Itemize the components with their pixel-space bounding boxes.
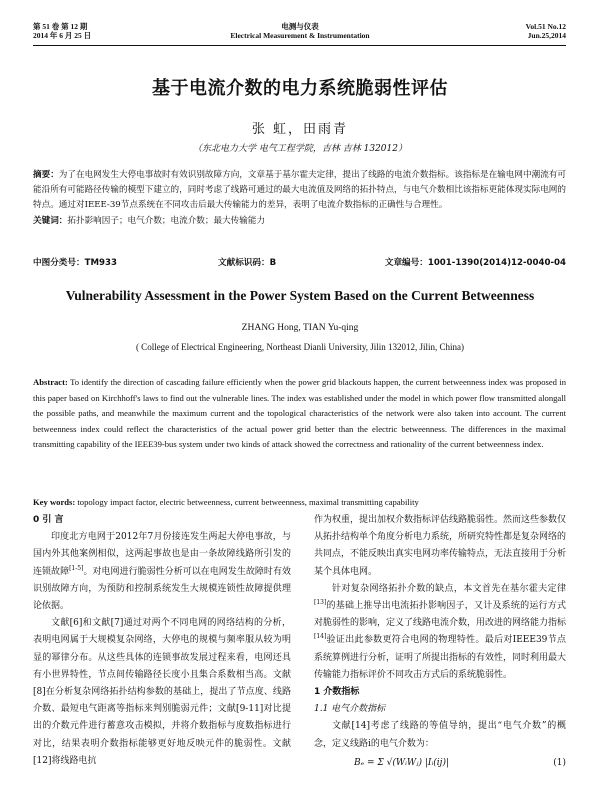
- journal-volume-issue: 第 51 卷 第 12 期 2014 年 6 月 25 日: [33, 22, 92, 40]
- paragraph-intro-1: 印度北方电网于2012年7月份接连发生两起大停电事故，与国内外其他案例相似，这两起事故也是由一条故障线路所引发的连锁故障[1-5]。对电网进行脆弱性分析可以在电网发生故障时有效识别故障方向，为预防和控制系统发生大规模连锁性故障提供理论依据。: [33, 532, 291, 612]
- document-code: 文献标识码：B: [218, 258, 277, 268]
- article-number: 文章编号：1001-1390(2014)12-0040-04: [384, 258, 566, 268]
- journal-volume-date-en: Vol.51 No.12 Jun.25,2014: [525, 22, 566, 40]
- equation-1: [314, 755, 566, 773]
- journal-name: 电测与仪表 Electrical Measurement & Instrumentation: [230, 22, 370, 40]
- paragraph-electric-betweenness: 文献[14]考虑了线路的等值导纳，提出“电气介数”的概念，定义线路i的电气介数为：: [314, 721, 566, 749]
- affiliation-cn: （东北电力大学 电气工程学院，吉林 吉林 132012）: [193, 144, 407, 154]
- keywords-en-label: Key words:: [33, 497, 76, 507]
- section-heading-introduction: 0 引 言: [33, 515, 64, 525]
- paper-title-en: Vulnerability Assessment in the Power System Based on the Current Betweenness: [65, 288, 535, 303]
- keywords-cn-text: 拓扑影响因子；电气介数；电流介数；最大传输能力: [67, 215, 266, 226]
- abstract-en: [33, 375, 566, 453]
- abstract-en-text: To identify the direction of cascading failure efficiently when the power grid blackouts happen, the current betweenness index was proposed in this paper based on Kirchhoff's laws to find out the vulnerable lines. The index was established under the model in which power flow transmitted alongall the possible paths, and meanwhile the maximum current and the topological characteristics of the network were also taken into account. The current betweenness index could reflect the characteristics of the actual power grid better than the electric betweenness. The differences in the maximal transmitting capability of the IEEE39-bus system under two kinds of attack showed the correctness and rationality of the current betweenness index.: [33, 377, 566, 450]
- subsection-heading-electric-betweenness: 1.1 电气介数指标: [314, 704, 386, 715]
- header-rule: [33, 45, 566, 46]
- affiliation-en: ( College of Electrical Engineering, Northeast Dianli University, Jilin 132012, Jilin, China): [135, 342, 465, 352]
- abstract-cn-text: 为了在电网发生大停电事故时有效识别故障方向，文章基于基尔霍夫定律，提出了线路的电流介数指标。该指标是在输电网中潮流有可能沿所有可能路径传输的模型下建立的，同时考虑了线路可通过的最大电流值及网络的拓扑特点，与电气介数相比该指标更能体现实际电网的特点。通过对IEEE-39节点系统在不同攻击后最大传输能力的差异，表明了电流介数指标的正确性与合理性。: [33, 170, 566, 211]
- section-heading-betweenness: 1 介数指标: [314, 687, 360, 698]
- paragraph-intro-2: 文献[6]和文献[7]通过对两个不同电网的网络结构的分析，表明电网属于大规模复杂网络，大停电的规模与频率服从较为明显的幂律分布。从这些具体的连锁事故发展过程来看，电网还具有小世界特性，节点间传输路径长度小且集合系数相当高。文献[8]在分析复杂网络拓扑结构参数的基础上，提出了节点度、线路介数、最短电气距离等指标来判别脆弱元件；文献[9-11]对比提出的介数元件进行蓄意攻击模拟，并将介数指标与度数指标进行对比，结果表明介数指标能够更好地反映元件的脆弱性。文献[12]将线路电抗: [33, 618, 291, 766]
- authors-en: ZHANG Hong, TIAN Yu-qing: [241, 323, 359, 333]
- body-column-right: [314, 512, 566, 773]
- paragraph-continued: 作为权重，提出加权介数指标评估线路脆弱性。然而这些参数仅从拓扑结构单个角度分析电力系统，所研究特性都是复杂网络的共同点，不能反映出真实电网功率传输特点，无法直接用于分析某个具体电网。: [314, 515, 567, 577]
- classification-line: [33, 256, 566, 270]
- keywords-en: [33, 496, 566, 508]
- keywords-en-text: topology impact factor, electric betweenness, current betweenness, maximal transmitting capability: [77, 497, 419, 507]
- citation: [1-5]: [69, 564, 84, 572]
- abstract-cn: [33, 168, 566, 229]
- abstract-cn-label: 摘要：: [33, 170, 59, 180]
- citation: [13]: [314, 599, 327, 607]
- paper-title-cn: 基于电流介数的电力系统脆弱性评估: [152, 78, 448, 99]
- body-column-left: [33, 512, 291, 770]
- authors-cn: 张 虹，田雨青: [251, 122, 349, 137]
- clc-number: 中图分类号：TM933: [33, 258, 117, 268]
- keywords-cn-label: 关键词：: [33, 215, 68, 226]
- equation-number: (1): [553, 757, 566, 768]
- abstract-en-label: Abstract:: [33, 377, 68, 387]
- equation-body: Bₑ = Σ √(WᵢWⱼ) |Iᵢ(ij)|: [354, 757, 450, 768]
- citation: [14]: [314, 633, 327, 641]
- paragraph-approach: 针对复杂网络拓扑介数的缺点，本文首先在基尔霍夫定律[13]的基础上推导出电流拓扑影响因子，又计及系统的运行方式对脆弱性的影响，定义了线路电流介数，用改进的网络能力指标[14]验证出此参数更符合电网的物理特性。最后对IEEE39节点系统算例进行分析，证明了所提出指标的有效性，同时利用最大传输能力指标评价不同攻击方式后的系统脆弱性。: [314, 583, 567, 680]
